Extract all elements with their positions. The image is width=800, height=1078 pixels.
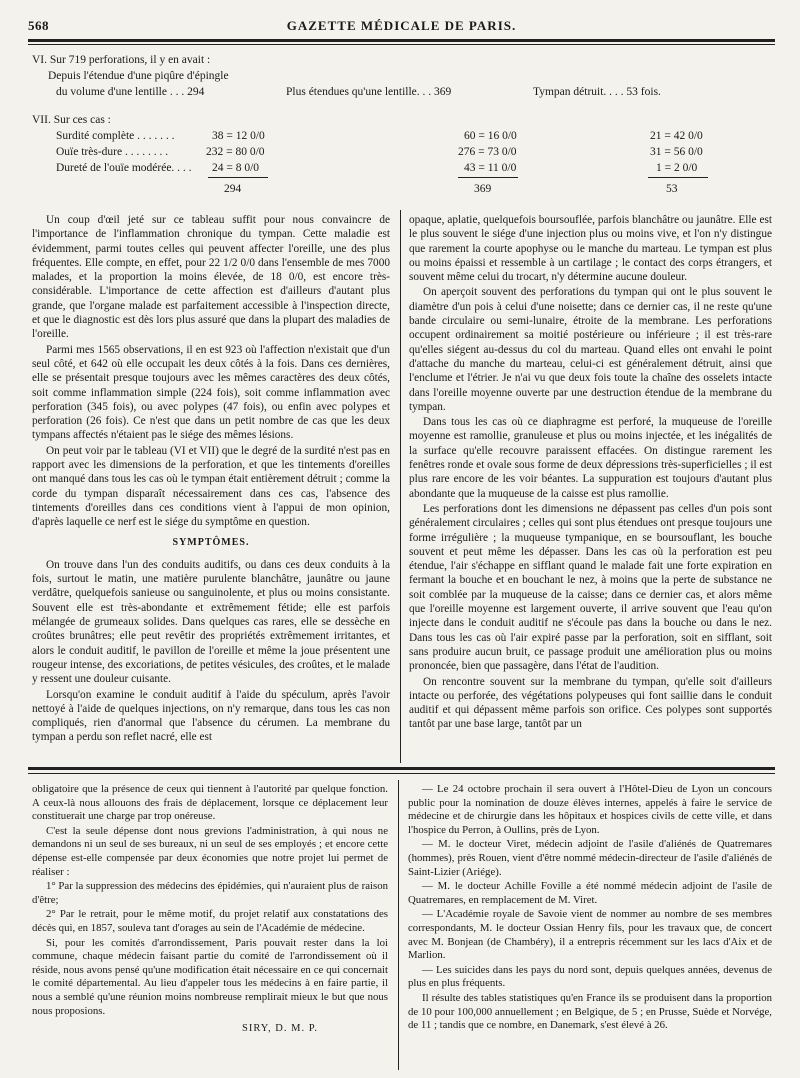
news-item: — M. le docteur Achille Foville a été nommé médecin adjoint de l'asile de Quatremares, en remplacement de M. Viret. <box>408 880 772 906</box>
table-row <box>28 144 775 160</box>
header-rule <box>28 39 775 42</box>
header-rule-thin <box>28 44 775 45</box>
paragraph: On aperçoit souvent des perforations du tympan qui ont le plus souvent le diamètre d'un pois à celui d'une noisette; dans ce dernier cas, il ne reste qu'une bande circulaire ou semi-lunaire, étroite de la membrane. Les perforations occupent ordinairement sa moitié postérieure ou inférieure ; il est très-rare qu'elles siégent au-dessus du col du marteau. Quand elles ont envahi le point d'attache du manche du marteau, celui-ci est généralement détruit, ainsi que l'enclume et l'étrier. Je n'ai vu que deux fois toute la chaîne des osselets intacte dans l'oreille moyenne ouverte par une destruction étendue de la membrane du tympan. <box>409 286 772 413</box>
paragraph: Si, pour les comités d'arrondissement, Paris pouvait rester dans la loi commune, chaque médecin faisant partie du comité de l'arrondissement où il réside, nous avons pensé qu'une modification était nécessaire en ce qui concernait le comité départemental. Au lieu d'appeler tous les médecins à en faire partie, il nous a semblé qu'une réunion moins nombreuse remplirait mieux le but que nous nous proposions. <box>32 936 388 1017</box>
article-left-column <box>32 213 390 746</box>
table-row <box>28 68 775 84</box>
table-row <box>28 112 775 128</box>
table-totals <box>28 181 775 197</box>
paragraph: On trouve dans l'un des conduits auditifs, ou dans ces deux conduits à la fois, surtout le matin, une matière purulente blanchâtre, jaunâtre ou jaune verdâtre, quelquefois sanieuse ou sanguinolente, et plus ou moins consistante. Souvent elle est très-abondante et extrêmement fétide; elle est parfois mélangée de grumeaux solides. Dans quelques cas rares, elle se dessèche en croûtes brunâtres; elle peut revêtir des propriétés extrêmement irritantes, et alors le conduit auditif, le pavillon de l'oreille et même la joue présentent une rougeur intense, des excoriations, de petites vésicules, des croûtes, et le malade y ressent une douleur cuisante. <box>32 558 390 686</box>
news-column <box>408 783 772 1034</box>
table-cell: Tympan détruit. . . . 53 fois. <box>533 86 661 98</box>
sum-line <box>208 177 268 178</box>
table-row <box>28 52 775 68</box>
news-item: Il résulte des tables statistiques qu'en France ils se produisent dans la proportion de 10 pour 100,000 annuellement ; en Belgique, de 5 ; en Prusse, Suède et Norvége, de 11 ; tandis que ce nombre, en Danemark, s'est élevé à 26. <box>408 991 772 1032</box>
sum-line <box>458 177 518 178</box>
news-item: — Les suicides dans les pays du nord sont, depuis quelques années, devenus de plus en plus fréquents. <box>408 963 772 990</box>
sum-line <box>648 177 708 178</box>
paragraph: On peut voir par le tableau (VI et VII) que le degré de la surdité n'est pas en rapport avec les dimensions de la perforation, et que les tintements d'oreilles ont manqué dans tous les cas où le tympan était entièrement détruit ; comme la corde du tympan disparaît nécessairement dans ces cas, l'absence des tintements d'oreilles dans ces conditions vient à l'appui de mon opinion, d'après laquelle ce nerf est le siége du symptôme en question. <box>32 444 390 529</box>
paragraph: Parmi mes 1565 observations, il en est 923 où l'affection n'existait que d'un seul côté, et 642 où elle occupait les deux côtés à la fois. Dans ces dernières, elle se présentait presque toujours avec les mêmes caractères des deux côtés, soit comme inflammation simple (224 fois), soit comme inflammation avec perforation (345 fois), ou avec polypes (47 fois), ou enfin avec polypes et perforation (26 fois). Ce n'est que dans un petit nombre de cas que les deux tympans affectés n'étaient pas le siége des mêmes lésions. <box>32 343 390 442</box>
feuilleton-left <box>32 783 388 1036</box>
table-cell: 232 = 80 0/0 <box>206 146 265 158</box>
page-header <box>28 14 775 38</box>
paragraph: Lorsqu'on examine le conduit auditif à l'aide du spéculum, après l'avoir nettoyé à l'aide de quelques injections, on n'y remarque, dans tous les cas non compliqués, rien d'anormal que l'absence du cérumen. La membrane du tympan a perdu son reflet nacré, elle est <box>32 688 390 744</box>
paragraph: 2° Par le retrait, pour le même motif, du projet relatif aux constatations des décès qui, en 1857, souleva tant d'orages au sein de l'Académie de médecine. <box>32 908 388 934</box>
feuilleton-rule <box>28 767 775 770</box>
table-cell: 276 = 73 0/0 <box>458 146 517 158</box>
table-cell: 24 = 8 0/0 <box>212 162 260 174</box>
table-row <box>28 84 775 100</box>
paragraph: Les perforations dont les dimensions ne dépassent pas celles d'un pois sont généralement circulaires ; celles qui sont plus étendues ont presque toujours une forme irrégulière ; la muqueuse tympanique, en se boursouflant, les bouche souvent et peut même les dépasser. Dans les cas où la perforation est peu étendue, l'air s'échappe en sifflant quand le malade fait une forte expiration en fermant la bouche et en bouchant le nez, à moins que la perte de substance ne soit comblée par la muqueuse de la caisse; dans ce dernier cas, et alors même que l'oreille moyenne est largement ouverte, il arrive souvent que l'eau qu'on injecte dans le conduit auditif ne s'écoule pas dans la bouche ou dans le nez. Dans tous les cas où l'air expiré passe par la perforation, soit en sifflant, soit sans produire aucun bruit, ce passage produit une amélioration plus ou moins prononcée, bien que passagère, dans l'état de l'audition. <box>409 502 772 673</box>
paragraph: opaque, aplatie, quelquefois boursouflée, parfois blanchâtre ou jaunâtre. Elle est le plus souvent le siége d'une injection plus ou moins vive, et l'on n'y distingue que rarement la courte apophyse ou le manche du marteau. Le tympan est plus ou moins épaissi et ressemble à un cartilage ; le contact des corps étrangers, et souvent même celui du trocart, n'y détermine aucune douleur. <box>409 214 772 284</box>
table-section-vi: VI. Sur 719 perforations, il y en avait : <box>32 54 211 66</box>
table-row <box>28 160 775 176</box>
table-row <box>28 128 775 144</box>
table-cell: 43 = 11 0/0 <box>464 162 517 174</box>
table-section-vii: VII. Sur ces cas : <box>32 114 111 126</box>
page-number: 568 <box>28 18 49 33</box>
article-right-column <box>409 213 772 733</box>
column-divider <box>398 780 399 1070</box>
total-cell: 369 <box>474 183 492 195</box>
author-signature: SIRY, D. M. P. <box>242 1023 318 1035</box>
section-heading: SYMPTÔMES. <box>172 536 250 548</box>
table-cell: 60 = 16 0/0 <box>464 130 517 142</box>
paragraph: C'est la seule dépense dont nous grevions l'administration, à qui nous ne demandons ni un seul de ses bureaux, ni un seul de ses employés ; et encore cette dépense est-elle compensée par deux économies que notre projet lui permet de réaliser : <box>32 824 388 878</box>
table-cell: Surdité complète . . . . . . . <box>56 130 175 142</box>
paragraph: 1° Par la suppression des médecins des épidémies, qui n'auraient plus de raison d'être; <box>32 880 388 906</box>
paragraph: Dans tous les cas où ce diaphragme est perforé, la muqueuse de l'oreille moyenne est ramollie, granuleuse et plus ou moins injectée, et les inégalités de la surface qu'elle recouvre paraissent effacées. On distingue rarement les fenêtres ronde et ovale sous forme de deux dépressions très-superficielles ; il est plus rare encore de les voir béantes. La suppuration est toujours d'autant plus abondante que la muqueuse de la caisse est plus ramollie. <box>409 416 772 500</box>
statistics-table <box>28 52 775 202</box>
total-cell: 294 <box>224 183 242 195</box>
table-cell: Depuis l'étendue d'une piqûre d'épingle <box>48 70 229 82</box>
table-cell: 1 = 2 0/0 <box>656 162 698 174</box>
news-item: — M. le docteur Viret, médecin adjoint de l'asile d'aliénés de Quatremares (hommes), près Rouen, vient d'être nommé médecin-directeur de l'asile d'aliénés de Saint-Lizier (Ariége). <box>408 838 772 878</box>
paragraph: Un coup d'œil jeté sur ce tableau suffit pour nous convaincre de l'importance de l'inflammation chronique du tympan. Cette maladie est évidemment, parmi toutes celles qui peuvent affecter l'oreille, une des plus fréquentes. Elle compte, en effet, pour 22 1/2 0/0 dans l'ensemble de mes 7000 malades, et la proportion la moins élevée, de 18 0/0, est encore très-considérable. L'importance de cette affection est d'ailleurs d'autant plus grande, que l'organe malade est parfaitement accessible à l'inspection directe, et que le diagnostic est dès lors plus assuré que dans la plupart des maladies de l'oreille. <box>32 214 390 341</box>
column-divider <box>400 210 401 763</box>
table-cell: Plus étendues qu'une lentille. . . 369 <box>286 86 452 98</box>
journal-title: GAZETTE MÉDICALE DE PARIS. <box>286 18 517 33</box>
table-cell: 31 = 56 0/0 <box>650 146 703 158</box>
news-item: — Le 24 octobre prochain il sera ouvert à l'Hôtel-Dieu de Lyon un concours public pour la nomination de douze élèves internes, appelés à faire le service de médecine et de chirurgie dans les hôpitaux et hospices civils de cette ville, et dans l'hospice du Perron, à Oullins, près de Lyon. <box>408 783 772 836</box>
feuilleton-rule-thin <box>28 773 775 774</box>
table-cell: 21 = 42 0/0 <box>650 130 703 142</box>
total-cell: 53 <box>666 183 678 195</box>
paragraph: obligatoire que la présence de ceux qui tiennent à l'autorité par quelque fonction. A ceux-là nous allouons des frais de déplacement, lorsque ce déplacement leur constituerait une charge par trop onéreuse. <box>32 783 388 823</box>
table-cell: du volume d'une lentille . . . 294 <box>56 86 205 98</box>
table-cell: Dureté de l'ouïe modérée. . . . <box>56 162 192 174</box>
paragraph: On rencontre souvent sur la membrane du tympan, qu'elle soit d'ailleurs intacte ou perforée, des végétations polypeuses qui font saillie dans le conduit auditif et qui dépassent même parfois son orifice. Ces polypes sont supportés tantôt par une base large, tantôt par un <box>409 675 772 731</box>
news-item: — L'Académie royale de Savoie vient de nommer au nombre de ses membres correspondants, M. le docteur Ossian Henry fils, pour les travaux que, de concert avec M. Bonjean (de Chambéry), il a entrepris récemment sur les lacs d'Aix et de Marlion. <box>408 908 772 962</box>
table-cell: Ouïe très-dure . . . . . . . . <box>56 146 169 158</box>
table-cell: 38 = 12 0/0 <box>212 130 265 142</box>
